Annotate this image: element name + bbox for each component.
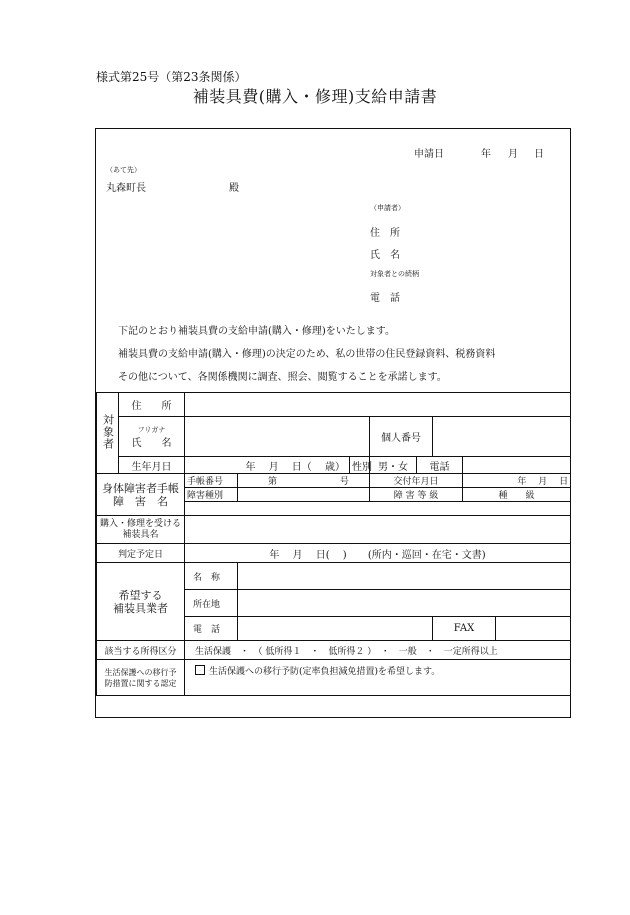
handbook-number-field[interactable] xyxy=(238,474,370,488)
judgement-date: 年 月 日( ) xyxy=(269,549,347,561)
transition-checkbox[interactable] xyxy=(195,665,205,675)
vendor-phone-label: 電 話 xyxy=(185,617,238,641)
handbook-label: 身体障害者手帳 xyxy=(102,481,179,495)
applicant-address-label: 住 所 xyxy=(370,228,400,239)
form-title: 補装具費(購入・修理)支給申請書 xyxy=(192,87,438,106)
vendor-name-row xyxy=(97,563,571,590)
device-label-cell xyxy=(97,516,185,544)
grade-field[interactable]: 種 級 xyxy=(463,488,571,502)
sex-label: 性別 xyxy=(350,457,370,474)
personal-number-field[interactable] xyxy=(433,417,571,457)
vendor-location-field[interactable] xyxy=(238,590,571,617)
device-row xyxy=(97,516,571,544)
subject-address-field[interactable] xyxy=(185,393,571,417)
vendor-label-line1: 希望する xyxy=(118,588,163,602)
transition-row xyxy=(97,660,571,696)
addressee: 丸森町長 xyxy=(106,183,146,194)
judgement-field[interactable] xyxy=(185,544,571,563)
form-table xyxy=(96,392,571,696)
applicant-section xyxy=(96,129,570,393)
handbook-number-prefix: 第 xyxy=(268,477,278,487)
vendor-fax-field[interactable] xyxy=(496,617,571,641)
judgement-options[interactable]: (所内・巡回・在宅・文書) xyxy=(367,549,486,561)
judgement-row xyxy=(97,544,571,563)
vendor-name-label: 名 称 xyxy=(185,563,238,590)
transition-field xyxy=(185,660,571,696)
applicant-phone-label: 電 話 xyxy=(370,293,400,304)
birthdate-label: 生年月日 xyxy=(119,457,185,474)
transition-checkbox-text: 生活保護への移行予防(定率負担減免措置)を希望します。 xyxy=(209,667,441,677)
judgement-label: 判定予定日 xyxy=(97,544,185,563)
income-row xyxy=(97,641,571,660)
application-date-year[interactable]: 年 xyxy=(481,149,491,160)
subject-phone-field[interactable] xyxy=(463,457,571,474)
vendor-location-label: 所在地 xyxy=(185,590,238,617)
grade-label: 障 害 等 級 xyxy=(370,488,463,502)
handbook-number-label: 手帳番号 xyxy=(185,474,238,488)
issue-date-label: 交付年月日 xyxy=(370,474,463,488)
statement-line-1: 下記のとおり補装具費の支給申請(購入・修理)をいたします。 xyxy=(118,326,396,337)
vendor-fax-label: FAX xyxy=(433,617,496,641)
disability-type-label: 障害種別 xyxy=(185,488,238,502)
subject-name-field[interactable] xyxy=(185,417,370,457)
handbook-label-cell xyxy=(97,474,185,516)
addressee-label: （あて先） xyxy=(106,166,141,174)
birthdate-field[interactable]: 年 月 日（ 歳） xyxy=(185,457,350,474)
subject-name-row xyxy=(97,417,571,457)
application-date-day[interactable]: 日 xyxy=(534,149,544,160)
device-name-field[interactable] xyxy=(185,516,571,544)
form-frame xyxy=(95,128,571,718)
device-label-line1: 購入・修理を受ける xyxy=(99,518,181,529)
applicant-name-label: 氏 名 xyxy=(370,250,400,261)
subject-name-label: 氏 名 xyxy=(131,437,172,449)
handbook-number-row xyxy=(97,474,571,488)
device-label-line2: 補装具名 xyxy=(122,529,159,540)
vendor-label-line2: 補装具業者 xyxy=(113,601,168,615)
birthdate-row xyxy=(97,457,571,474)
applicant-label: （申請者） xyxy=(370,204,405,212)
subject-address-label: 住 所 xyxy=(119,393,185,417)
subject-name-label-cell xyxy=(119,417,185,457)
transition-label-cell xyxy=(97,660,185,696)
handbook-number-suffix: 号 xyxy=(339,477,349,487)
vendor-label-cell xyxy=(97,563,185,641)
vendor-phone-field[interactable] xyxy=(238,617,433,641)
personal-number-label: 個人番号 xyxy=(370,417,433,457)
disability-type-field[interactable] xyxy=(238,488,370,502)
issue-date-field[interactable]: 年 月 日 xyxy=(463,474,571,488)
subject-section-label-cell xyxy=(97,393,119,474)
form-number: 様式第25号（第23条関係） xyxy=(96,70,247,84)
application-date-label: 申請日 xyxy=(414,149,444,160)
income-options[interactable]: 生活保護 ・ （ 低所得１ ・ 低所得２ ） ・ 一般 ・ 一定所得以上 xyxy=(185,641,571,660)
subject-section-label: 対象者 xyxy=(101,413,115,450)
subject-address-row xyxy=(97,393,571,417)
income-label: 該当する所得区分 xyxy=(97,641,185,660)
addressee-honorific: 殿 xyxy=(229,183,239,194)
vendor-name-field[interactable] xyxy=(238,563,571,590)
sex-options[interactable]: 男・女 xyxy=(370,457,417,474)
subject-phone-label: 電話 xyxy=(417,457,463,474)
application-date-month[interactable]: 月 xyxy=(508,149,518,160)
disability-name-label: 障 害 名 xyxy=(113,494,168,508)
applicant-relation-label: 対象者との続柄 xyxy=(370,270,419,278)
transition-label-line1: 生活保護への移行予 xyxy=(104,667,177,677)
transition-label-line2: 防措置に関する認定 xyxy=(104,678,177,688)
statement-line-3: その他について、各関係機関に調査、照会、閲覧することを承諾します。 xyxy=(118,372,447,383)
furigana-label: フリガナ xyxy=(137,425,166,434)
statement-line-2: 補装具費の支給申請(購入・修理)の決定のため、私の世帯の住民登録資料、税務資料 xyxy=(118,349,496,360)
disability-name-field[interactable] xyxy=(185,502,571,516)
